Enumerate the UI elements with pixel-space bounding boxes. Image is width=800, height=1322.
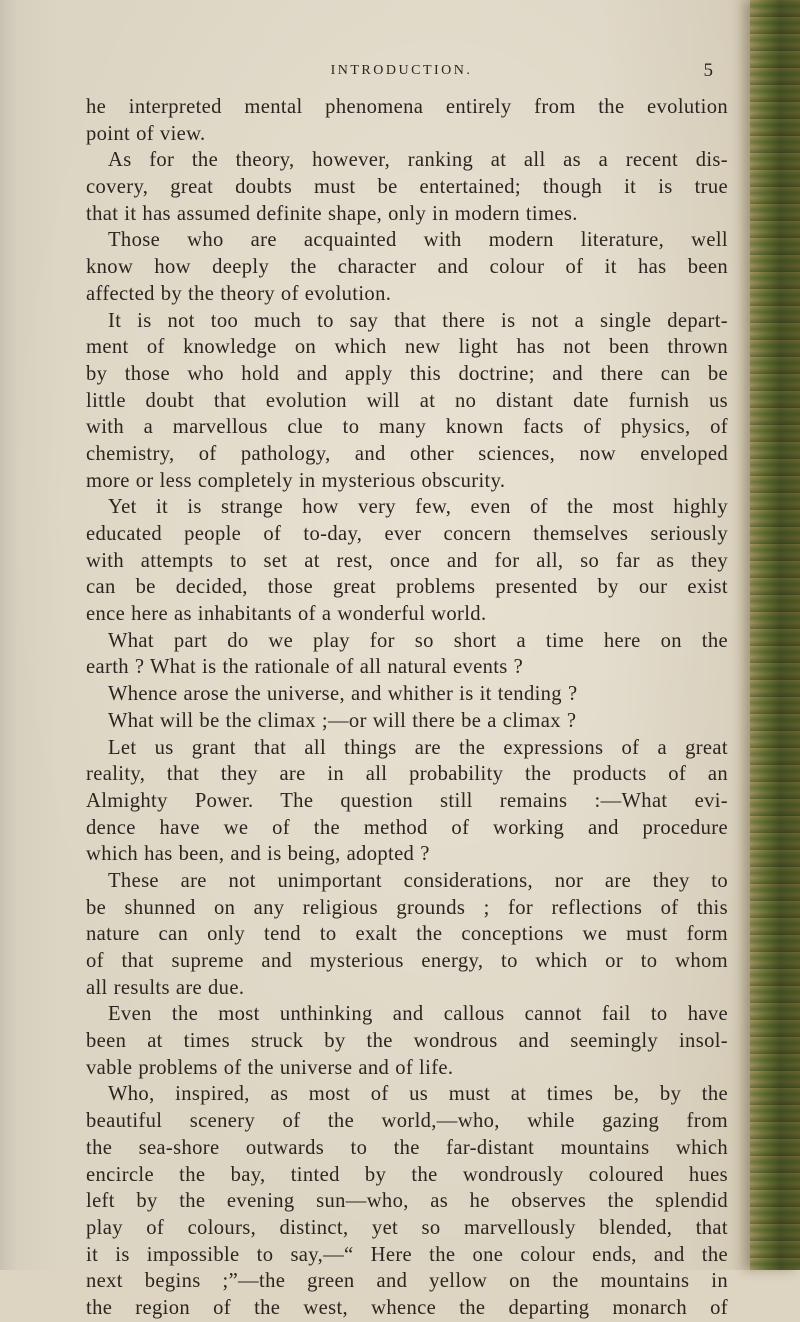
text-line: which has been, and is being, adopted ? <box>86 843 430 866</box>
text-line: Who, inspired, as most of us must at times be, by the <box>108 1083 728 1106</box>
text-line: it is impossible to say,—“ Here the one colour ends, and the <box>86 1243 728 1266</box>
text-line: little doubt that evolution will at no distant date furnish us <box>86 389 728 412</box>
text-line: nature can only tend to exalt the conceptions we must form <box>86 923 728 946</box>
text-line: ence here as inhabitants of a wonderful world. <box>86 603 487 626</box>
text-line: left by the evening sun—who, as he observes the splendid <box>86 1190 728 1213</box>
text-line: Yet it is strange how very few, even of the most highly <box>108 496 728 519</box>
text-line: play of colours, distinct, yet so marvellously blended, that <box>86 1216 728 1239</box>
text-line: all results are due. <box>86 976 245 999</box>
text-line: the sea-shore outwards to the far-distant mountains which <box>86 1136 728 1159</box>
text-line: that it has assumed definite shape, only in modern times. <box>86 202 578 225</box>
text-line: It is not too much to say that there is not a single depart- <box>108 309 728 332</box>
text-line: educated people of to-day, ever concern themselves seriously <box>86 523 728 545</box>
page-header <box>90 60 713 85</box>
page-edge-binding <box>750 0 800 1270</box>
text-line: vable problems of the universe and of life. <box>86 1056 454 1079</box>
text-line: beautiful scenery of the world,—who, while gazing from <box>86 1110 728 1133</box>
text-line: by those who hold and apply this doctrine; and there can be <box>86 362 728 385</box>
text-line: As for the theory, however, ranking at all as a recent dis- <box>108 149 728 172</box>
body-text <box>86 94 728 1322</box>
text-line: ment of knowledge on which new light has not been thrown <box>86 336 728 359</box>
text-line: Almighty Power. The question still remains :—What evi- <box>86 789 728 812</box>
text-line: been at times struck by the wondrous and seemingly insol- <box>86 1030 728 1053</box>
text-line: know how deeply the character and colour of it has been <box>86 256 728 279</box>
text-line: Let us grant that all things are the expressions of a great <box>108 736 728 759</box>
text-line: affected by the theory of evolution. <box>86 282 392 305</box>
text-line: with a marvellous clue to many known facts of physics, of <box>86 416 728 439</box>
text-line: with attempts to set at rest, once and for all, so far as they <box>86 549 728 572</box>
text-line: Whence arose the universe, and whither is it tending ? <box>108 683 578 706</box>
running-head: INTRODUCTION. <box>330 63 473 78</box>
text-line: dence have we of the method of working and procedure <box>86 816 728 839</box>
text-line: These are not unimportant considerations, nor are they to <box>108 869 728 892</box>
page-number: 5 <box>703 60 713 81</box>
text-line: Those who are acquainted with modern literature, well <box>108 229 728 252</box>
text-line: more or less completely in mysterious obscurity. <box>86 469 506 492</box>
text-line: chemistry, of pathology, and other sciences, now enveloped <box>86 442 728 465</box>
text-line: point of view. <box>86 122 206 145</box>
text-line: the region of the west, whence the departing monarch of <box>86 1296 728 1319</box>
text-line: What will be the climax ;—or will there be a climax ? <box>108 709 577 732</box>
text-line: reality, that they are in all probability the products of an <box>86 763 728 786</box>
text-line: of that supreme and mysterious energy, to which or to whom <box>86 950 728 972</box>
text-line: earth ? What is the rationale of all natural events ? <box>86 656 524 679</box>
text-line: next begins ;”—the green and yellow on the mountains in <box>86 1270 728 1293</box>
text-line: covery, great doubts must be entertained; though it is true <box>86 176 728 199</box>
text-line: Even the most unthinking and callous cannot fail to have <box>108 1003 728 1026</box>
text-line: What part do we play for so short a time here on the <box>108 629 728 652</box>
text-line: can be decided, those great problems presented by our exist <box>86 576 728 599</box>
text-line: he interpreted mental phenomena entirely from the evolution <box>86 96 728 118</box>
text-line: be shunned on any religious grounds ; for reflections of this <box>86 896 728 919</box>
text-line: encircle the bay, tinted by the wondrously coloured hues <box>86 1163 728 1186</box>
